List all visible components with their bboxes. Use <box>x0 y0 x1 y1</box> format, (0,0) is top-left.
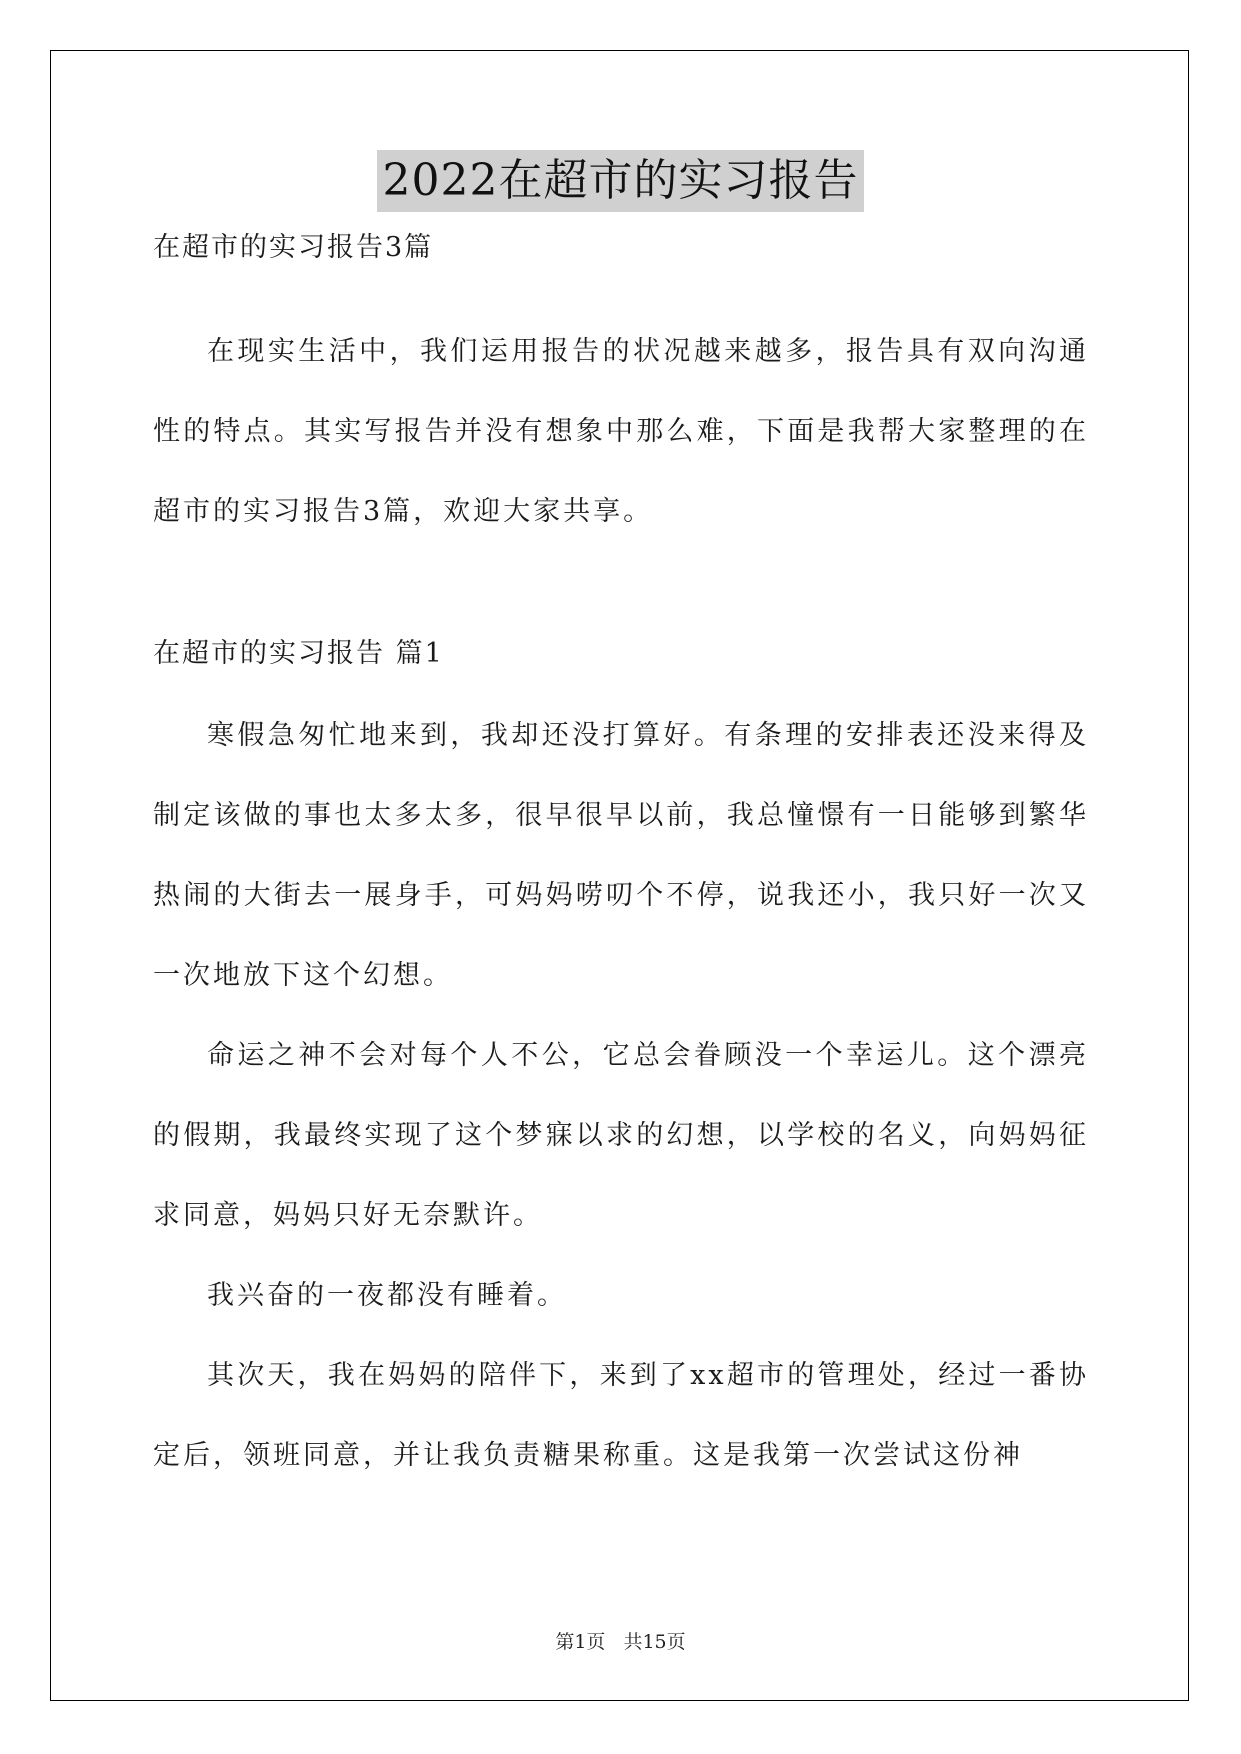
intro-paragraph: 在现实生活中，我们运用报告的状况越来越多，报告具有双向沟通性的特点。其实写报告并没有想象中那么难，下面是我帮大家整理的在超市的实习报告3篇，欢迎大家共享。 <box>153 336 1089 527</box>
body-paragraph: 命运之神不会对每个人不公，它总会眷顾没一个幸运儿。这个漂亮的假期，我最终实现了这个梦寐以求的幻想，以学校的名义，向妈妈征求同意，妈妈只好无奈默许。 <box>153 1040 1089 1231</box>
document-subtitle: 在超市的实习报告3篇 <box>153 232 434 263</box>
page-total: 共15页 <box>623 1631 686 1653</box>
page-number: 第1页 <box>555 1631 606 1653</box>
page-footer <box>0 1627 1241 1654</box>
document-body <box>153 228 1089 1496</box>
body-paragraph: 我兴奋的一夜都没有睡着。 <box>207 1280 567 1311</box>
body-paragraph: 寒假急匆忙地来到，我却还没打算好。有条理的安排表还没来得及制定该做的事也太多太多，很早很早以前，我总憧憬有一日能够到繁华热闹的大街去一展身手，可妈妈唠叨个不停，说我还小，我只好一次又一次地放下这个幻想。 <box>153 720 1089 991</box>
section-heading: 在超市的实习报告 篇1 <box>153 638 444 669</box>
document-title: 2022在超市的实习报告 <box>377 150 865 212</box>
body-paragraph: 其次天，我在妈妈的陪伴下，来到了xx超市的管理处，经过一番协定后，领班同意，并让我负责糖果称重。这是我第一次尝试这份神 <box>153 1360 1089 1471</box>
title-container <box>0 150 1241 212</box>
